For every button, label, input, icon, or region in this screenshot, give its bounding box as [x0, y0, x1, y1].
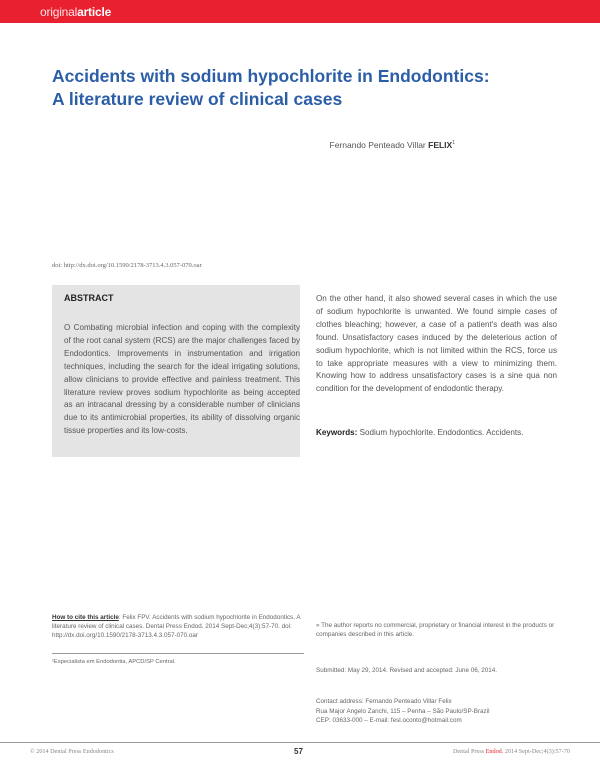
journal-prefix: Dental Press: [452, 748, 486, 755]
journal-suffix: 2014 Sept-Dec;4(3):57-70: [503, 748, 570, 755]
page-number: 57: [294, 747, 303, 756]
contact-address: [316, 697, 490, 726]
author-line: [330, 140, 455, 150]
abstract-box-left: [52, 285, 300, 457]
abstract-heading: ABSTRACT: [64, 293, 114, 303]
tag-word-original: original: [40, 5, 78, 19]
submission-dates: Submitted: May 29, 2014. Revised and accepted: June 06, 2014.: [316, 667, 497, 674]
contact-line-1: Contact address: Fernando Penteado Villar Felix: [316, 698, 452, 705]
author-surname: FELIX: [428, 140, 453, 150]
author-name: Fernando Penteado Villar: [329, 140, 429, 150]
footer-divider: [0, 742, 600, 743]
abstract-box-right: [316, 285, 561, 457]
disclosure-note: » The author reports no commercial, proprietary or financial interest in the products or companies described in this article.: [316, 622, 555, 638]
keywords-label: Keywords:: [316, 428, 358, 437]
citation-label: How to cite this article: [52, 614, 119, 621]
footer-copyright: © 2014 Dental Press Endodontics: [30, 748, 114, 755]
author-affiliation: ¹Especialista em Endodontia, APCD/SP Central.: [52, 659, 176, 665]
doi-link[interactable]: doi: http://dx.doi.org/10.1590/2178-3713.4.3.057-070.oar: [52, 262, 202, 269]
article-type-tag: [40, 5, 111, 19]
contact-line-2: Rua Major Angelo Zanchi, 115 – Penha – São Paulo/SP-Brazil: [316, 707, 490, 715]
article-title: [52, 65, 562, 111]
author-affiliation-marker: 1: [452, 140, 455, 147]
notes-divider: [52, 653, 304, 654]
abstract-text-left: O Combating microbial infection and coping with the complexity of the root canal system (RCS) are the major challenges faced by Endodontics. Improvements in instrumentation and irrigation techniques, including the search for the ideal irrigating solutions, allow clinicians to provide effective and painless treatment. This literature review proves sodium hypochlorite as being accepted as an intracanal dressing by a considerable number of clinicians due to its antimicrobial properties, its ability of dissolving organic tissue properties and its low-costs.: [64, 323, 300, 436]
footer-journal-citation: [453, 748, 570, 755]
contact-line-3: CEP: 03633-000 – E-mail: fesl.oconto@hotmail.com: [316, 717, 462, 724]
citation-note: [52, 613, 304, 640]
citation-text: : Felix FPV. Accidents with sodium hypochlorite in Endodontics. A literature review of clinical cases. Dental Press Endod. 2014 Sept-Dec;4(3):57-70. doi: http://dx.doi.org/10.1590/2178-3713.4.3.057-070.oar: [52, 614, 301, 639]
tag-word-article: article: [77, 5, 112, 19]
keywords: [316, 428, 523, 437]
journal-brand: Endod.: [485, 748, 504, 755]
section-header-bar: [0, 0, 600, 23]
title-line-2: A literature review of clinical cases: [52, 89, 343, 109]
title-line-1: Accidents with sodium hypochlorite in Endodontics:: [52, 66, 490, 86]
abstract-text-right: On the other hand, it also showed several cases in which the use of sodium hypochlorite is unwanted. We found simple cases of clothes bleaching; however, a case of a patient's death was also found. Unsatisfactory cases induced by the deleterious action of sodium hypochlorite, which is not limited within the RCS, force us to take appropriate measures with a view to minimizing them. Knowing how to address unsatisfactory cases is a sine qua non condition for the development of endodontic therapy.: [316, 294, 557, 394]
keywords-text: Sodium hypochlorite. Endodontics. Accidents.: [357, 428, 524, 437]
